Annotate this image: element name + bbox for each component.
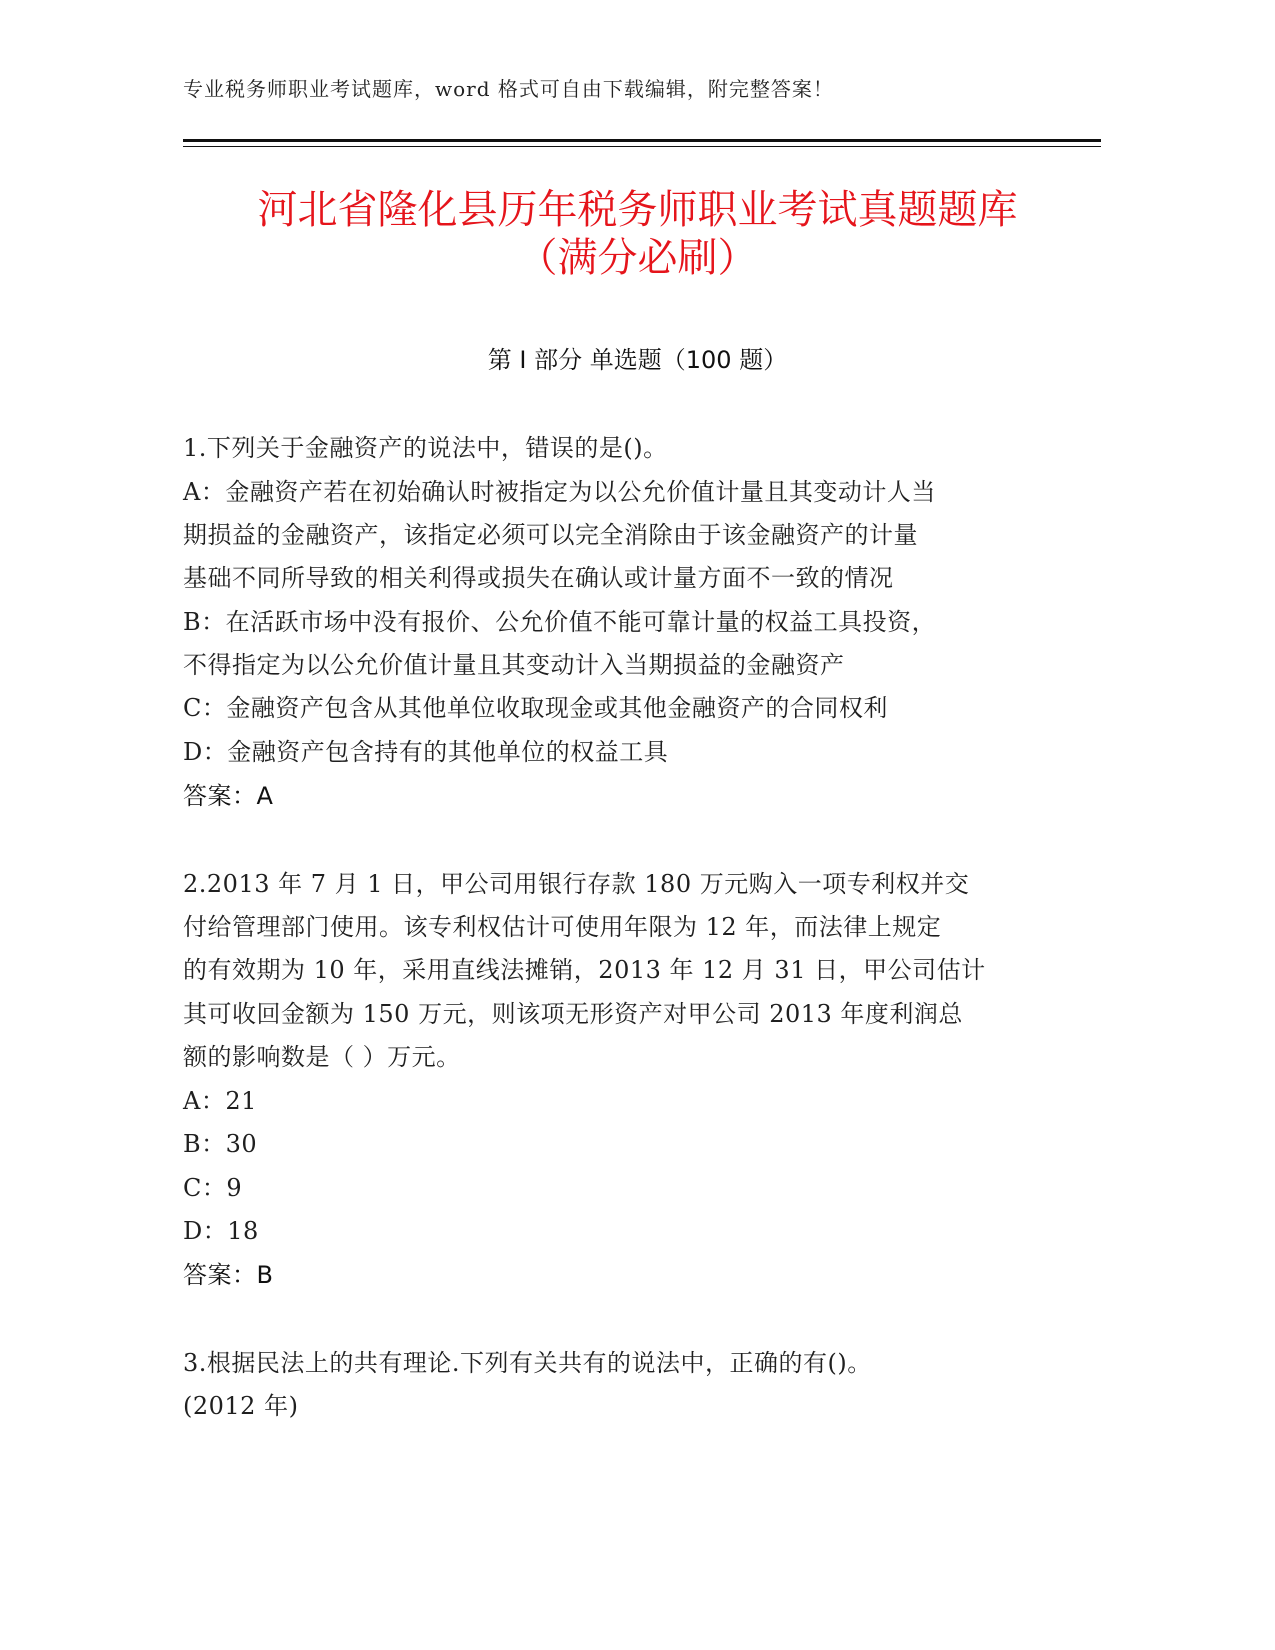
question-1-option-b-line-2: 不得指定为以公允价值计量且其变动计入当期损益的金融资产: [183, 651, 845, 679]
title-line-2: （满分必刷）: [517, 235, 758, 281]
question-2-option-a: A：21: [183, 1087, 257, 1115]
title-line-1: 河北省隆化县历年税务师职业考试真题题库: [257, 187, 1018, 233]
question-1-answer: 答案：A: [183, 782, 274, 810]
question-1-stem: 1.下列关于金融资产的说法中，错误的是()。: [183, 434, 668, 462]
question-2-option-d: D：18: [183, 1217, 259, 1245]
question-1-option-a-line-1: A：金融资产若在初始确认时被指定为以公允价值计量且其变动计人当: [183, 478, 936, 506]
question-1-option-a-line-2: 期损益的金融资产，该指定必须可以完全消除由于该金融资产的计量: [183, 521, 918, 549]
question-1-option-d: D：金融资产包含持有的其他单位的权益工具: [183, 738, 669, 766]
question-1-option-b-line-1: B：在活跃市场中没有报价、公允价值不能可靠计量的权益工具投资，: [183, 608, 937, 636]
header-divider-thin: [183, 146, 1101, 147]
question-2-stem-line-2: 付给管理部门使用。该专利权估计可使用年限为 12 年，而法律上规定: [183, 913, 942, 941]
question-1-option-a-line-3: 基础不同所导致的相关利得或损失在确认或计量方面不一致的情况: [183, 564, 894, 592]
question-3-stem-line-2: (2012 年): [183, 1392, 299, 1420]
question-3-stem-line-1: 3.根据民法上的共有理论.下列有关共有的说法中，正确的有()。: [183, 1349, 872, 1377]
question-2-answer: 答案：B: [183, 1261, 274, 1289]
question-1-option-c: C：金融资产包含从其他单位收取现金或其他金融资产的合同权利: [183, 694, 888, 722]
question-2-stem-line-1: 2.2013 年 7 月 1 日，甲公司用银行存款 180 万元购入一项专利权并交: [183, 870, 970, 898]
document-title: [120, 186, 1155, 282]
header-note: 专业税务师职业考试题库，word 格式可自由下载编辑，附完整答案！: [183, 77, 834, 101]
section-heading: 第 I 部分 单选题（100 题）: [487, 346, 788, 374]
question-2-option-b: B：30: [183, 1130, 258, 1158]
header-divider-thick: [183, 139, 1101, 142]
question-2-stem-line-4: 其可收回金额为 150 万元，则该项无形资产对甲公司 2013 年度利润总: [183, 1000, 963, 1028]
question-2-option-c: C：9: [183, 1174, 243, 1202]
question-2-stem-line-3: 的有效期为 10 年，采用直线法摊销，2013 年 12 月 31 日，甲公司估计: [183, 956, 986, 984]
question-2-stem-line-5: 额的影响数是（ ）万元。: [183, 1043, 461, 1071]
